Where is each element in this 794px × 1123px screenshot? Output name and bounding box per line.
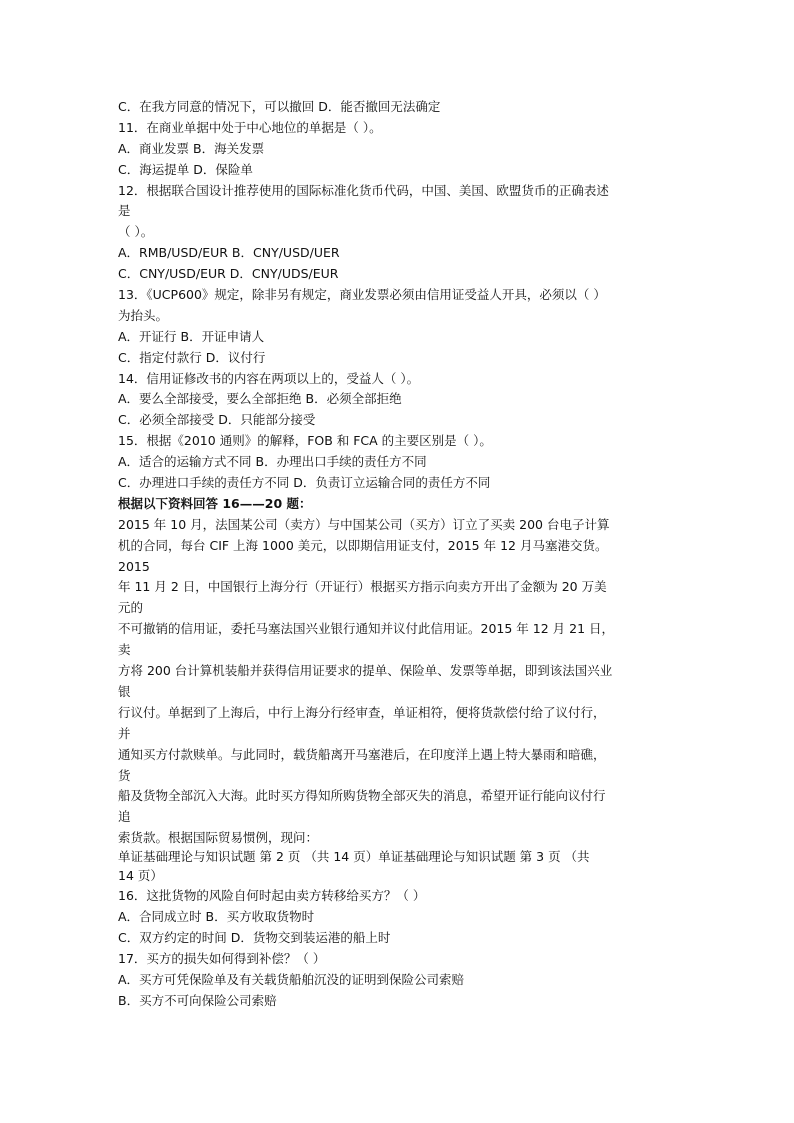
text-line: 11．在商业单据中处于中心地位的单据是（ ）。 — [118, 119, 382, 135]
text-line: 元的 — [118, 600, 144, 616]
text-line: A．RMB/USD/EUR B．CNY/USD/UER — [118, 245, 340, 261]
text-line: 14 页） — [118, 867, 163, 883]
text-line: 年 11 月 2 日，中国银行上海分行（开证行）根据买方指示向卖方开出了金额为 20 万美 — [118, 579, 607, 595]
text-line: 追 — [118, 809, 131, 825]
text-line: 13．《UCP600》规定，除非另有规定，商业发票必须由信用证受益人开具，必须以（ ） — [118, 287, 606, 303]
text-line: 15．根据《2010 通则》的解释，FOB 和 FCA 的主要区别是（ ）。 — [118, 433, 492, 449]
text-line: C．办理进口手续的责任方不同 D．负责订立运输合同的责任方不同 — [118, 475, 491, 491]
text-line: 银 — [118, 683, 131, 699]
text-line: 船及货物全部沉入大海。此时买方得知所购货物全部灭失的消息，希望开证行能向议付行 — [118, 788, 606, 804]
text-line: C．必须全部接受 D．只能部分接受 — [118, 412, 316, 428]
text-line: A．开证行 B．开证申请人 — [118, 328, 265, 344]
text-line: A．买方可凭保险单及有关载货船舶沉没的证明到保险公司索赔 — [118, 972, 465, 988]
text-line: 方将 200 台计算机装船并获得信用证要求的提单、保险单、发票等单据，即到该法国兴业 — [118, 663, 613, 679]
text-line: C．海运提单 D．保险单 — [118, 161, 253, 177]
text-line: 是 — [118, 203, 131, 219]
text-line: C．指定付款行 D．议付行 — [118, 349, 266, 365]
text-line: 货 — [118, 767, 131, 783]
text-line: 14．信用证修改书的内容在两项以上的，受益人（ ）。 — [118, 370, 420, 386]
section-heading: 根据以下资料回答 16——20 题： — [118, 495, 312, 511]
text-line: 不可撤销的信用证，委托马塞法国兴业银行通知并议付此信用证。2015 年 12 月 21 日， — [118, 621, 614, 637]
text-line: 17．买方的损失如何得到补偿？（ ） — [118, 951, 326, 967]
text-line: 12．根据联合国设计推荐使用的国际标准化货币代码，中国、美国、欧盟货币的正确表述 — [118, 182, 609, 198]
text-line: C．CNY/USD/EUR D．CNY/UDS/EUR — [118, 266, 339, 282]
text-line: 2015 — [118, 558, 150, 574]
text-line: （ ）。 — [118, 224, 154, 240]
text-line: 索货款。根据国际贸易惯例，现问： — [118, 830, 319, 846]
text-line: 2015 年 10 月，法国某公司（卖方）与中国某公司（买方）订立了买卖 200 台电子计算 — [118, 516, 610, 532]
text-line: A．适合的运输方式不同 B．办理出口手续的责任方不同 — [118, 454, 427, 470]
text-line: 为抬头。 — [118, 307, 169, 323]
document-body — [118, 97, 688, 1012]
text-line: 行议付。单据到了上海后，中行上海分行经审查，单证相符，便将货款偿付给了议付行， — [118, 704, 606, 720]
text-line: B．买方不可向保险公司索赔 — [118, 992, 277, 1008]
text-line: 单证基础理论与知识试题 第 2 页 （共 14 页）单证基础理论与知识试题 第 3 页 （共 — [118, 849, 590, 865]
text-line: A．合同成立时 B．买方收取货物时 — [118, 909, 315, 925]
text-line: C．在我方同意的情况下，可以撤回 D．能否撤回无法确定 — [118, 99, 441, 114]
text-line: C．双方约定的时间 D．货物交到装运港的船上时 — [118, 930, 391, 946]
text-line: 16．这批货物的风险自何时起由卖方转移给买方？（ ） — [118, 888, 426, 904]
text-line: 通知买方付款赎单。与此同时，载货船离开马塞港后，在印度洋上遇上特大暴雨和暗礁， — [118, 746, 606, 762]
text-line: 并 — [118, 725, 131, 741]
text-line: 机的合同，每台 CIF 上海 1000 美元，以即期信用证支付，2015 年 12 月马塞港交货。 — [118, 537, 608, 553]
text-line: A．商业发票 B．海关发票 — [118, 140, 265, 156]
text-line: A．要么全部接受，要么全部拒绝 B．必须全部拒绝 — [118, 391, 402, 407]
text-line: 卖 — [118, 642, 131, 658]
